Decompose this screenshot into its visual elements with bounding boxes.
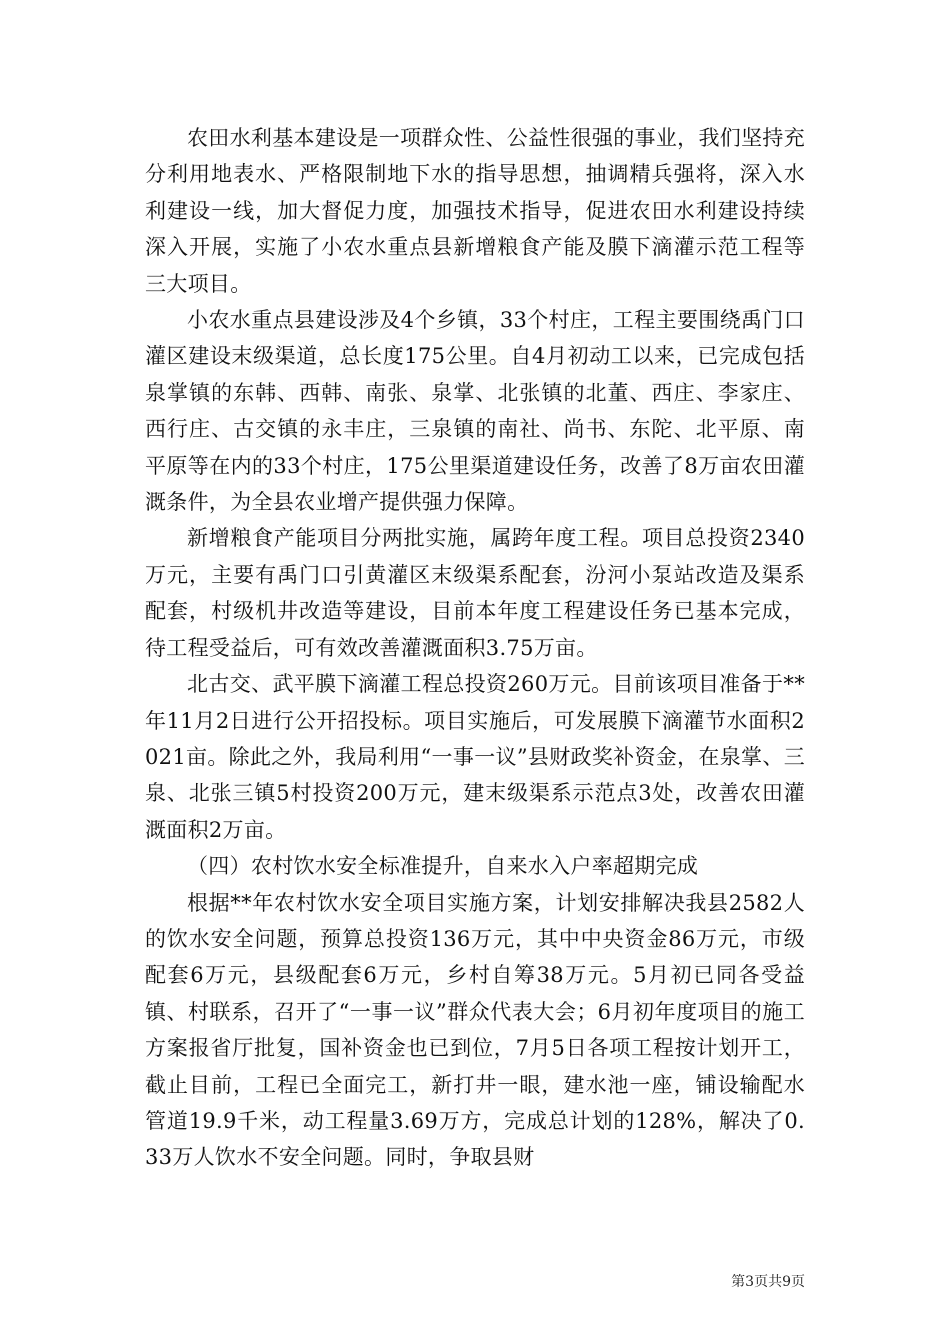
section-heading-rural-drinking-water: （四）农村饮水安全标准提升，自来水入户率超期完成 xyxy=(187,854,699,879)
paragraph-small-irrigation-county: 小农水重点县建设涉及4个乡镇，33个村庄，工程主要围绕禹门口灌区建设末级渠道，总长度175公里。自4月初动工以来，已完成包括泉掌镇的东韩、西韩、南张、泉掌、北张镇的北董、西庄、李家庄、西行庄、古交镇的永丰庄，三泉镇的南社、尚书、东陀、北平原、南平原等在内的33个村庄，175公里渠道建设任务，改善了8万亩农田灌溉条件，为全县农业增产提供强力保障。 xyxy=(145,308,805,515)
paragraph-grain-capacity-project: 新增粮食产能项目分两批实施，属跨年度工程。项目总投资2340万元，主要有禹门口引黄灌区末级渠系配套，汾河小泵站改造及渠系配套，村级机井改造等建设，目前本年度工程建设任务已基本完成，待工程受益后，可有效改善灌溉面积3.75万亩。 xyxy=(145,526,805,660)
document-body xyxy=(145,120,805,1176)
paragraph-drip-irrigation-project: 北古交、武平膜下滴灌工程总投资260万元。目前该项目准备于**年11月2日进行公开招投标。项目实施后，可发展膜下滴灌节水面积2021亩。除此之外，我局利用“一事一议”县财政奖补资金，在泉掌、三泉、北张三镇5村投资200万元，建末级渠系示范点3处，改善农田灌溉面积2万亩。 xyxy=(145,672,805,842)
page-number: 第3页共9页 xyxy=(731,1274,805,1290)
paragraph-drinking-water-plan: 根据**年农村饮水安全项目实施方案，计划安排解决我县2582人的饮水安全问题，预算总投资136万元，其中中央资金86万元，市级配套6万元，县级配套6万元，乡村自筹38万元。5月初已同各受益镇、村联系，召开了“一事一议”群众代表大会；6月初年度项目的施工方案报省厅批复，国补资金也已到位，7月5日各项工程按计划开工，截止目前，工程已全面完工，新打井一眼，建水池一座，铺设输配水管道19.9千米，动工程量3.69万方，完成总计划的128%，解决了0.33万人饮水不安全问题。同时，争取县财 xyxy=(145,890,805,1170)
paragraph-farmland-water-conservancy: 农田水利基本建设是一项群众性、公益性很强的事业，我们坚持充分利用地表水、严格限制地下水的指导思想，抽调精兵强将，深入水利建设一线，加大督促力度，加强技术指导，促进农田水利建设持续深入开展，实施了小农水重点县新增粮食产能及膜下滴灌示范工程等三大项目。 xyxy=(145,126,805,296)
